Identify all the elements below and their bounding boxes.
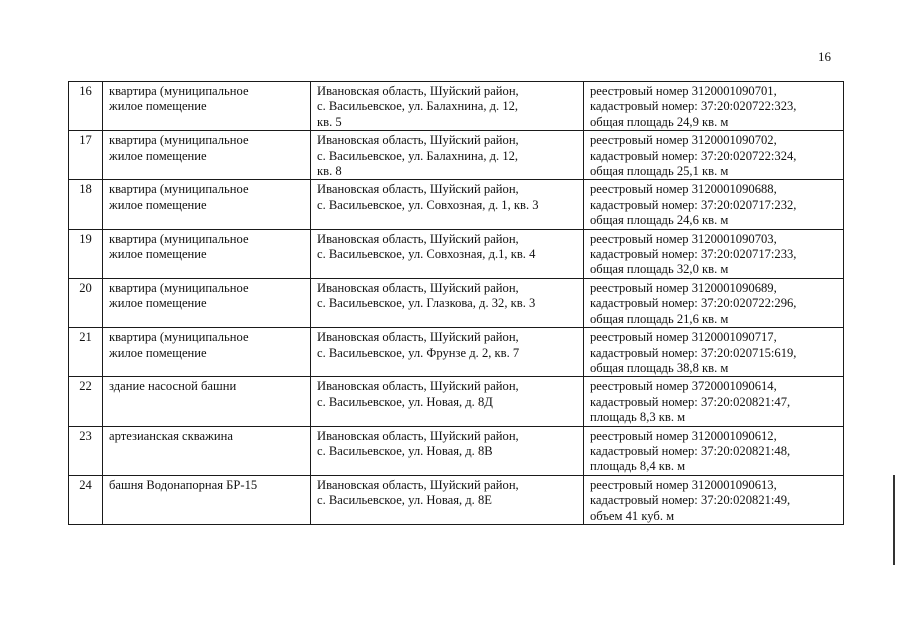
- details-line: реестровый номер 3120001090717,: [590, 330, 777, 345]
- details-line: реестровый номер 3120001090613,: [590, 477, 777, 492]
- details-cell: [584, 229, 844, 278]
- object-name-line: жилое помещение: [109, 247, 207, 262]
- object-name-line: квартира (муниципальное: [109, 84, 249, 98]
- address-cell: [311, 82, 584, 131]
- object-name-cell: [103, 475, 311, 524]
- object-name-line: жилое помещение: [109, 296, 207, 311]
- details-cell: [584, 475, 844, 524]
- address-line: кв. 8: [317, 164, 342, 179]
- details-line: кадастровый номер: 37:20:020722:296,: [590, 296, 797, 311]
- details-cell: [584, 426, 844, 475]
- address-cell: [311, 180, 584, 229]
- row-number-cell: 24: [69, 475, 103, 524]
- registry-table-body: [69, 82, 844, 525]
- row-number-cell: 23: [69, 426, 103, 475]
- details-line: кадастровый номер: 37:20:020717:232,: [590, 197, 797, 212]
- address-line: Ивановская область, Шуйский район,: [317, 280, 519, 295]
- address-line: кв. 5: [317, 114, 342, 129]
- address-cell: [311, 229, 584, 278]
- table-row: [69, 131, 844, 180]
- address-line: с. Васильевское, ул. Глазкова, д. 32, кв. 3: [317, 296, 536, 311]
- details-line: общая площадь 25,1 кв. м: [590, 164, 729, 179]
- address-line: с. Васильевское, ул. Новая, д. 8Е: [317, 493, 492, 508]
- object-name-line: жилое помещение: [109, 345, 207, 360]
- details-line: реестровый номер 3120001090689,: [590, 280, 777, 295]
- address-line: Ивановская область, Шуйский район,: [317, 428, 519, 443]
- details-line: кадастровый номер: 37:20:020821:47,: [590, 394, 791, 409]
- details-line: площадь 8,4 кв. м: [590, 459, 686, 474]
- details-cell: [584, 180, 844, 229]
- address-cell: [311, 278, 584, 327]
- row-number-cell: 17: [69, 131, 103, 180]
- details-line: общая площадь 32,0 кв. м: [590, 262, 729, 277]
- table-row: [69, 426, 844, 475]
- object-name-cell: [103, 180, 311, 229]
- details-line: общая площадь 24,6 кв. м: [590, 213, 729, 228]
- details-line: кадастровый номер: 37:20:020722:323,: [590, 99, 797, 114]
- details-line: общая площадь 24,9 кв. м: [590, 114, 729, 129]
- address-cell: [311, 328, 584, 377]
- table-row: [69, 229, 844, 278]
- object-name-cell: [103, 131, 311, 180]
- address-cell: [311, 131, 584, 180]
- scan-edge-mark: [893, 475, 895, 565]
- details-line: объем 41 куб. м: [590, 508, 675, 523]
- table-row: [69, 377, 844, 426]
- address-line: с. Васильевское, ул. Совхозная, д. 1, кв. 3: [317, 197, 539, 212]
- object-name-line: квартира (муниципальное: [109, 182, 249, 197]
- table-row: [69, 475, 844, 524]
- object-name-cell: [103, 328, 311, 377]
- object-name-cell: [103, 278, 311, 327]
- details-line: реестровый номер 3120001090702,: [590, 133, 777, 148]
- object-name-cell: [103, 82, 311, 131]
- property-registry-table: [68, 81, 844, 525]
- details-line: площадь 8,3 кв. м: [590, 410, 686, 425]
- details-cell: [584, 131, 844, 180]
- object-name-line: башня Водонапорная БР-15: [109, 477, 258, 492]
- table-row: [69, 278, 844, 327]
- details-line: реестровый номер 3120001090701,: [590, 84, 777, 98]
- object-name-line: артезианская скважина: [109, 428, 233, 443]
- details-cell: [584, 278, 844, 327]
- row-number-cell: 19: [69, 229, 103, 278]
- row-number-cell: 22: [69, 377, 103, 426]
- address-cell: [311, 377, 584, 426]
- address-line: Ивановская область, Шуйский район,: [317, 84, 519, 98]
- details-line: кадастровый номер: 37:20:020715:619,: [590, 345, 797, 360]
- details-line: реестровый номер 3720001090614,: [590, 379, 777, 394]
- address-line: с. Васильевское, ул. Совхозная, д.1, кв. 4: [317, 247, 536, 262]
- address-line: Ивановская область, Шуйский район,: [317, 133, 519, 148]
- object-name-line: квартира (муниципальное: [109, 231, 249, 246]
- address-cell: [311, 426, 584, 475]
- address-line: с. Васильевское, ул. Новая, д. 8Д: [317, 394, 493, 409]
- details-line: кадастровый номер: 37:20:020821:48,: [590, 443, 791, 458]
- table-row: [69, 328, 844, 377]
- object-name-cell: [103, 229, 311, 278]
- object-name-line: жилое помещение: [109, 197, 207, 212]
- address-line: с. Васильевское, ул. Балахнина, д. 12,: [317, 148, 519, 163]
- details-cell: [584, 377, 844, 426]
- object-name-cell: [103, 426, 311, 475]
- address-line: с. Васильевское, ул. Балахнина, д. 12,: [317, 99, 519, 114]
- address-line: Ивановская область, Шуйский район,: [317, 330, 519, 345]
- row-number-cell: 21: [69, 328, 103, 377]
- address-line: Ивановская область, Шуйский район,: [317, 231, 519, 246]
- object-name-line: квартира (муниципальное: [109, 133, 249, 148]
- table-row: [69, 82, 844, 131]
- address-line: с. Васильевское, ул. Новая, д. 8В: [317, 443, 493, 458]
- details-line: реестровый номер 3120001090612,: [590, 428, 777, 443]
- object-name-cell: [103, 377, 311, 426]
- object-name-line: жилое помещение: [109, 99, 207, 114]
- details-line: кадастровый номер: 37:20:020821:49,: [590, 493, 791, 508]
- details-cell: [584, 328, 844, 377]
- details-line: общая площадь 38,8 кв. м: [590, 360, 729, 375]
- row-number-cell: 20: [69, 278, 103, 327]
- address-line: Ивановская область, Шуйский район,: [317, 379, 519, 394]
- details-line: кадастровый номер: 37:20:020722:324,: [590, 148, 797, 163]
- address-line: Ивановская область, Шуйский район,: [317, 477, 519, 492]
- address-cell: [311, 475, 584, 524]
- object-name-line: квартира (муниципальное: [109, 330, 249, 345]
- row-number-cell: 18: [69, 180, 103, 229]
- page-number: 16: [818, 49, 831, 64]
- object-name-line: жилое помещение: [109, 148, 207, 163]
- table-row: [69, 180, 844, 229]
- details-line: общая площадь 21,6 кв. м: [590, 311, 729, 326]
- details-line: реестровый номер 3120001090688,: [590, 182, 777, 197]
- details-cell: [584, 82, 844, 131]
- details-line: реестровый номер 3120001090703,: [590, 231, 777, 246]
- address-line: Ивановская область, Шуйский район,: [317, 182, 519, 197]
- address-line: с. Васильевское, ул. Фрунзе д. 2, кв. 7: [317, 345, 520, 360]
- object-name-line: здание насосной башни: [109, 379, 237, 394]
- row-number-cell: 16: [69, 82, 103, 131]
- object-name-line: квартира (муниципальное: [109, 280, 249, 295]
- details-line: кадастровый номер: 37:20:020717:233,: [590, 247, 797, 262]
